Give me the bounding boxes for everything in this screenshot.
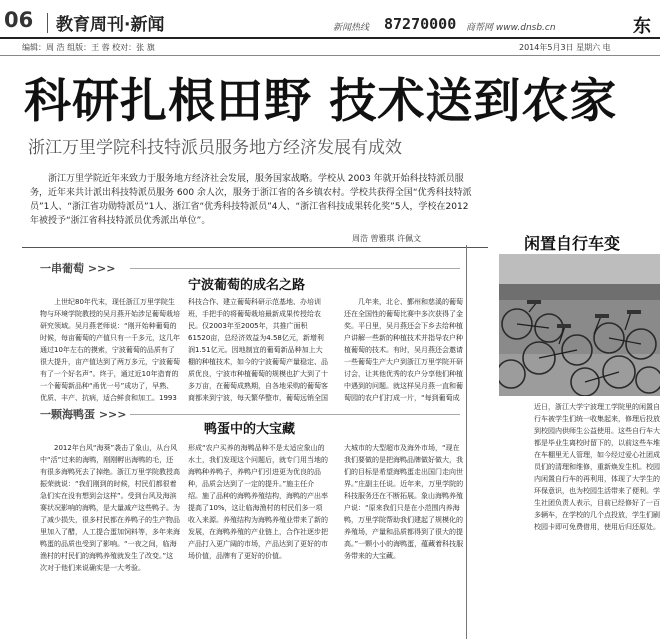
page-number: 06 [4,8,34,32]
byline: 周浩 曾雅琪 许佩文 [352,234,422,243]
subheadline: 浙江万里学院科技特派员服务地方经济发展有成效 [28,138,402,158]
masthead-bottom-rule [0,55,660,56]
column-grapes-2: 科技合作、建立葡萄科研示范基地、办培训班，手把手的将葡萄栽培最新成果传授给农民。仅2003年至2005年，共推广面积61520亩，总经济效益为4.58亿元，新增利润1.51亿元。因地制宜的葡萄新品种加上大棚的种植技术，如今的宁波葡萄产量稳定、品质优良，宁波市种植葡萄的规模也扩大到了十多万亩，在葡萄成熟期，自各地采购的葡萄客商都来到宁波，每天繁华整市，葡萄远销全国 [188,298,328,402]
bicycles-photo [499,254,660,396]
subtitle-duck-egg: 鸭蛋中的大宝藏 [204,422,296,437]
lead-rule [22,247,488,248]
column-separator [466,245,467,639]
editors-line: 编辑：周 浩 组版：王 蓉 校对：张 旗 [22,43,155,52]
section-line [130,414,460,415]
headline: 科研扎根田野 技术送到农家 [24,74,618,129]
paper-name: 东 [633,16,651,37]
column-grapes-1: 上世纪80年代末，现任浙江万里学院生物与环境学院教授的吴月燕开始涉足葡萄栽培研究领域。吴月燕老师说：“刚开始种葡萄的时候，每亩葡萄的产值只有一千多元，这几年通过10年左右的摸索，宁波葡萄的品质有了很大提升，亩产值达到了两万多元，宁波葡萄有了一个好名声”。终于，通过近10年造育的一个葡萄新品种“甬优一号”成功了，早熟、优质、丰产、抗病，适合鲜食和加工。1993 [40,298,180,402]
hotline-number: 87270000 [384,15,457,33]
lead-paragraph: 浙江万里学院近年来致力于服务地方经济社会发展，服务国家战略。学校从 2003 年就开始科技特派员服务，近年来共计派出科技特派员服务 600 余人次，服务于浙江省的各乡镇农村。学校共获得全国“优秀科技特派员”1人、“浙江省功勋特派员”1人、浙江省“优秀科技特派员”4人、“浙江省科技成果转化奖”5人，学校在2012 年被授予“浙江省科技特派员优秀派出单位”。 [30,174,472,226]
sidebar-body: 近日，浙江大学宁波理工学院里的闲置自行车被学生们统一收集起来，修理后投放到校园内供师生公益使用。这些自行车大都是毕业生离校时留下的，以前这些车堆在车棚里无人管理，如今经过爱心社团成员们的清理和维修，重新焕发生机。校园内闲置自行车的再利用，体现了大学生的环保意识，也为校园生活带来了便利。学生社团负责人表示，目前已经修好了一百多辆车，在学校的几个点投放，学生们刷校园卡即可免费借用，使用后归还原处。 [534,403,660,531]
section-tag-duck-egg: 一颗海鸭蛋 >>> [40,408,127,421]
column-duck-3: 大城市的大型超市及海外市场，“现在我们要做的是把海鸭品牌做好做大，我们的目标是希望海鸭蛋走出国门走向世界。”庄副主任说。近年来，万里学院的科技服务还在不断拓展。象山海鸭养殖户说：“原来我们只是在小范围内养海鸭，万里学院帮助我们建起了规模化的养殖场，产量和品质都得到了很大的提高。”一颗小小的海鸭蛋，蕴藏着科技服务带来的大宝藏。 [344,444,464,560]
column-grapes-3: 几年来，北仑、鄞州和慈溪的葡萄还在全国性的葡萄比赛中多次获得了金奖。平日里，吴月燕还会下乡去给种植户讲解一些新的种植技术并指导农户种植葡萄的技术。有时，吴月燕还会邀请一些葡萄生产大户到浙江万里学院开研讨会，让其他优秀的农户分享他们种植中遇到的问题。就这样吴月燕一直和葡萄园的农户们打成一片，“每到葡萄成 [344,298,463,402]
section-tag-grapes: 一串葡萄 >>> [40,262,116,275]
section-title: 教育周刊·新闻 [56,15,165,35]
section-line [130,268,460,269]
header-divider [47,13,48,33]
column-duck-1: 2012年台风“海葵”袭击了象山，从台风中“活”过来的海鸭，刚刚孵出海鸭的毛，还有很多海鸭死去了掉绝。浙江万里学院教授高振荣就说：“我们刚到的时候，村民们都很着急们实在没有想到会这样”。受到台风及海滨赛状况影响的海鸭，是大量减产这些鸭子。为了减少损失，很多村民都在养鸭子的生产物品里加入了醋，人工提合蛋加饲料等，多年来海鸭蛋的品质也受到了影响。“一夜之间，临海渔村的村民们的海鸭养殖就发生了改变。”这次对于他们来说确实是一大考验。 [40,444,180,572]
header-rule [0,37,660,39]
issue-date: 2014年5月3日 星期六 电 [519,43,611,52]
website: 商帮网 www.dnsb.cn [466,23,556,33]
sidebar-title: 闲置自行车变 [524,234,621,253]
column-duck-2: 形成“农户买养的海鸭品种不是太适应象山的水土，我们发现这个问题后，就专门用当地的海鸭种养鸭子，养鸭户们引进更为优良的品种，品质会达到了一定的提升。”施主任介绍。施了品种的海鸭养殖结构，海鸭的产出率提高了10%，这让临海渔村的村民们多一项收入来源。养殖结构为海鸭养殖业带来了新的发展，在海鸭养殖的产业链上，合作社逐步把产品打入更广阔的市场，产品达到了更好的市场价值，品牌有了更好的价值。 [188,444,328,560]
subtitle-grapes: 宁波葡萄的成名之路 [188,278,306,293]
hotline-label: 新闻热线 [333,23,370,33]
